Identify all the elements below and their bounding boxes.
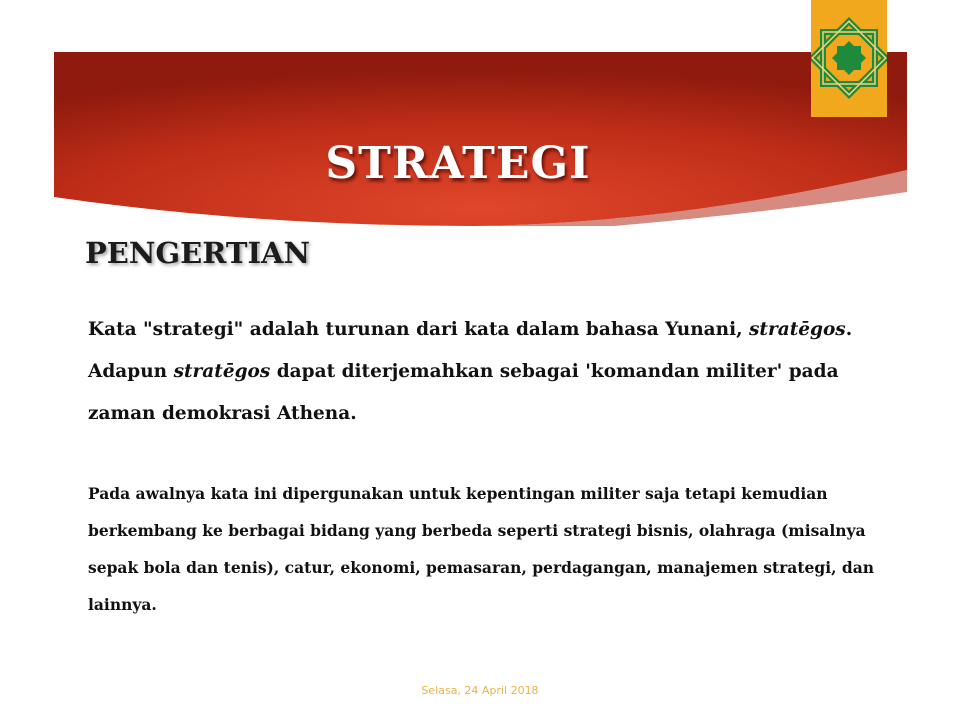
paragraph-text: . Adapun	[88, 319, 853, 382]
slide-title: STRATEGI	[325, 138, 591, 189]
italic-term: stratēgos	[173, 361, 271, 382]
paragraph-text: dapat diterjemahkan sebagai 'komandan militer' pada zaman demokrasi Athena.	[88, 361, 839, 424]
paragraph-text: Kata "strategi" adalah turunan dari kata dalam bahasa Yunani,	[88, 319, 743, 340]
footer-date: Selasa, 24 April 2018	[421, 684, 539, 697]
section-heading: PENGERTIAN	[85, 236, 311, 270]
italic-term: stratēgos	[749, 319, 846, 340]
definition-paragraph	[88, 309, 888, 435]
history-paragraph: Pada awalnya kata ini dipergunakan untuk kepentingan militer saja tetapi kemudian berkembang ke berbagai bidang yang berbeda seperti strategi bisnis, olahraga (misalnya sepak bola dan tenis), catur, ekonomi, pemasaran, perdagangan, manajemen strategi, dan lainnya.	[88, 484, 875, 614]
green-star-emblem-icon	[811, 0, 887, 117]
logo-tab	[811, 0, 887, 117]
